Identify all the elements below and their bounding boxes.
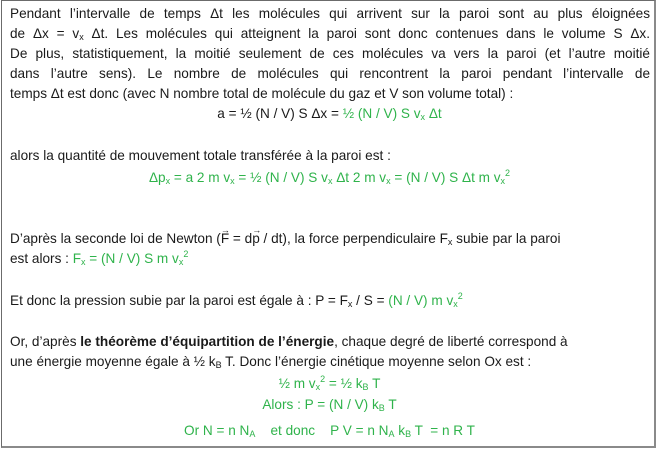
paragraph-line: de $\Delta x = v_x$ Δt. Les molécules qui atteignent la paroi sont donc contenues dans le volume S Δx. (10, 26, 650, 42)
equipartition-line-1: Or, d’après le théorème d’équipartition de l’énergie, chaque degré de liberté correspond à (10, 334, 568, 349)
paragraph-line: De plus, statistiquement, la moitié seulement de ces molécules va vers la paroi (et l’autre moitié (10, 46, 650, 61)
equation-kinetic: ½ m $v_x^2$ = ½ $k_B$ T (278, 374, 381, 392)
newton-line-1: D’après la seconde loi de Newton (→ F = d→ p / dt), la force perpendiculaire $F_x$ subie par la paroi (10, 229, 560, 249)
paragraph-line: Pendant l’intervalle de temps Δt les molécules qui arrivent sur la paroi sont au plus éloignées (10, 6, 650, 21)
vector-p: → p (252, 229, 260, 249)
equation-ideal-gas: Or N = n $N_A$ et donc P V = n $N_A$ $k_B$ T = n R T (184, 423, 475, 439)
equation-pressure: Alors : P = (N / V) $k_B$ T (262, 397, 397, 413)
vector-f: → F (221, 229, 229, 249)
equation-a: a = ½ (N / V) S Δx = ½ (N / V) S $v_x$ Δt (217, 106, 442, 122)
newton-line-2: est alors : $F_x = (N / V)$ S m $v_x^2$ (10, 249, 189, 267)
pressure-line: Et donc la pression subie par la paroi est égale à : $P = F_x / S = (N / V)$ m $v_x^2$ (10, 291, 463, 309)
equation-momentum: $\Delta p_x = a$ 2 m $v_x$ = ½ (N / V) S $v_x$ Δt 2 m $v_x = (N / V)$ S Δt m $v_x^2$ (148, 168, 511, 186)
paragraph-line: temps Δt est donc (avec N nombre total de molécule du gaz et V son volume total) : (10, 86, 514, 101)
paragraph-line: dans l’autre sens). Le nombre de molécules qui rencontrent la paroi pendant l’intervalle de (10, 66, 650, 81)
momentum-intro: alors la quantité de mouvement totale transférée à la paroi est : (10, 148, 391, 163)
text-box (1, 0, 656, 448)
equipartition-line-2: une énergie moyenne égale à ½ $k_B$ T. Donc l’énergie cinétique moyenne selon Ox est : (10, 354, 532, 370)
